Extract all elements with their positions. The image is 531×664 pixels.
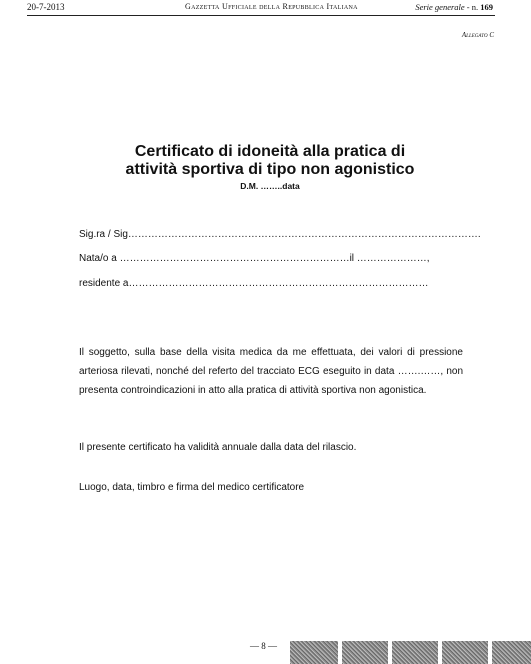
- certificate-title: [60, 143, 480, 179]
- gazette-header: [0, 0, 531, 16]
- issue-number: 169: [480, 2, 493, 12]
- print-barcode-pattern: [342, 641, 388, 664]
- field-sig: Sig.ra / Sig…………………………………………………………………………………………….: [79, 229, 481, 240]
- print-barcode-pattern: [392, 641, 438, 664]
- decree-subtitle: D.M. ……..data: [240, 181, 300, 191]
- page-number: — 8 —: [250, 641, 277, 651]
- title-line-2: attività sportiva di tipo non agonistico: [125, 161, 415, 178]
- paragraph-signature: Luogo, data, timbro e firma del medico certificatore: [79, 482, 305, 493]
- header-date: 20-7-2013: [27, 2, 65, 12]
- paragraph-validity: Il presente certificato ha validità annuale dalla data del rilascio.: [79, 442, 357, 453]
- print-barcode-pattern: [492, 641, 531, 664]
- title-line-1: Certificato di idoneità alla pratica di: [134, 143, 406, 160]
- field-residente: residente a………………………………………………………………………………: [79, 278, 429, 289]
- allegato-label: Allegato C: [461, 31, 494, 39]
- header-publication: Gazzetta Ufficiale della Repubblica Italiana: [185, 2, 358, 11]
- header-series: [415, 2, 493, 12]
- print-barcode-pattern: [290, 641, 338, 664]
- paragraph-assessment: Il soggetto, sulla base della visita medica da me effettuata, dei valori di pressione arteriosa rilevati, nonché del referto del tracciato ECG eseguito in data …….……, non presenta controindicazioni in atto alla pratica di attività sportiva non agonistica.: [79, 347, 463, 396]
- number-prefix: - n.: [464, 2, 481, 12]
- field-nato: Nata/o a ……………………………………………………………il …………………,: [79, 253, 430, 264]
- header-rule: [27, 15, 495, 16]
- print-barcode-pattern: [442, 641, 488, 664]
- series-label: Serie generale: [415, 2, 465, 12]
